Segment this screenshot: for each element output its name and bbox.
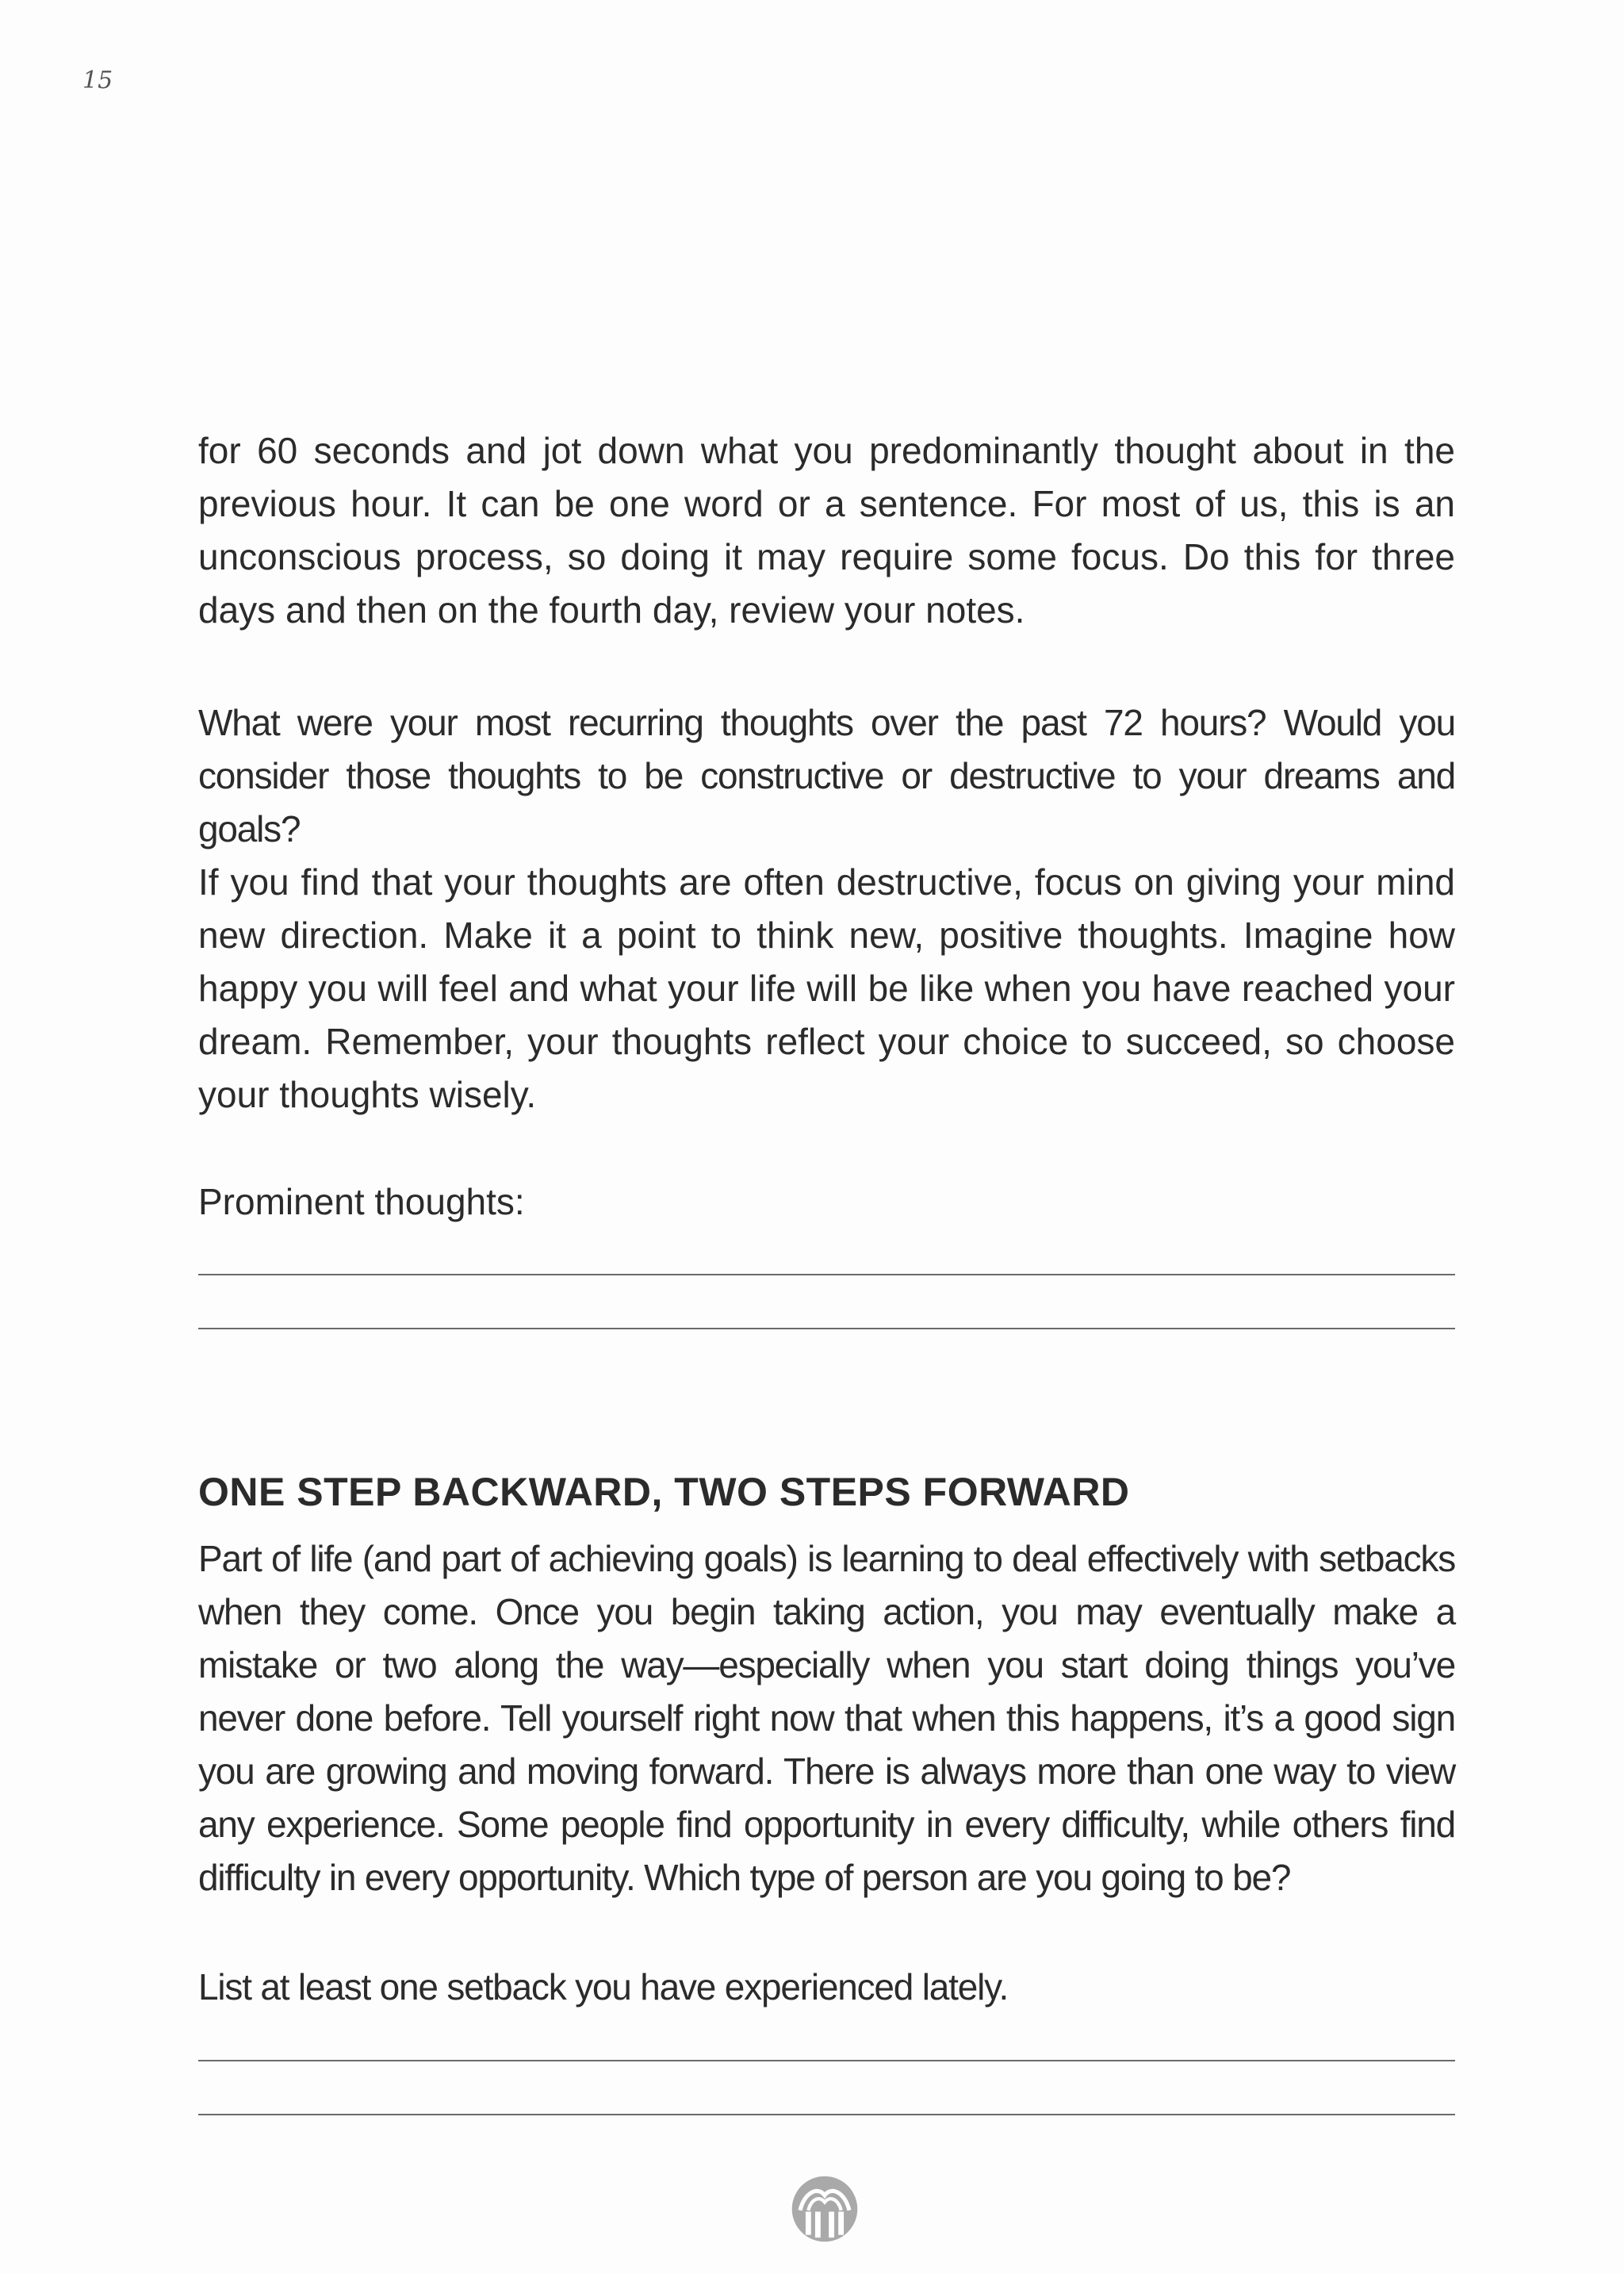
paragraph-instructions: for 60 seconds and jot down what you predominantly thought about in the previous hour. It can be one word or a sentence. For most of us, this is an unconscious process, so doing it may require some focus. Do this for three days and then on the fourth day, review your notes. [198,430,1455,631]
prompt-block [198,1175,1455,1229]
paragraph-question: What were your most recurring thoughts over the past 72 hours? Would you consider those thoughts to be constructive or destructive to your dreams and goals? [198,702,1455,849]
page-number: 15 [82,67,113,94]
writing-line[interactable] [198,2114,1455,2115]
writing-line[interactable] [198,1328,1455,1329]
writing-line[interactable] [198,2060,1455,2061]
section-intro-paragraph [198,424,1455,637]
paragraph-setbacks: Part of life (and part of achieving goals) is learning to deal effectively with setbacks when they come. Once you begin taking action, you may eventually make a mistake or two along the way—especially when you start doing things you’ve never done before. Tell yourself right now that when this happens, it’s a good sign you are growing and moving forward. There is always more than one way to view any experience. Some people find opportunity in every difficulty, while others find difficulty in every opportunity. Which type of person are you going to be? [198,1538,1455,1898]
writing-line[interactable] [198,1274,1455,1275]
section-heading-block [198,1464,1455,1520]
brand-logo-icon [791,2175,859,2243]
section-question [198,696,1455,856]
section-advice [198,856,1455,1122]
prompt-prominent-thoughts: Prominent thoughts: [198,1181,525,1222]
section-setbacks [198,1532,1455,1904]
paragraph-advice: If you find that your thoughts are often destructive, focus on giving your mind new direction. Make it a point to think new, positive thoughts. Imagine how happy you will feel and what your life will be like when you have reached your dream. Remember, your thoughts reflect your choice to succeed, so choose your thoughts wisely. [198,861,1455,1115]
prompt-list-setback: List at least one setback you have experienced lately. [198,1966,1009,2007]
prompt-block [198,1961,1455,2014]
section-heading: ONE STEP BACKWARD, TWO STEPS FORWARD [198,1470,1130,1514]
